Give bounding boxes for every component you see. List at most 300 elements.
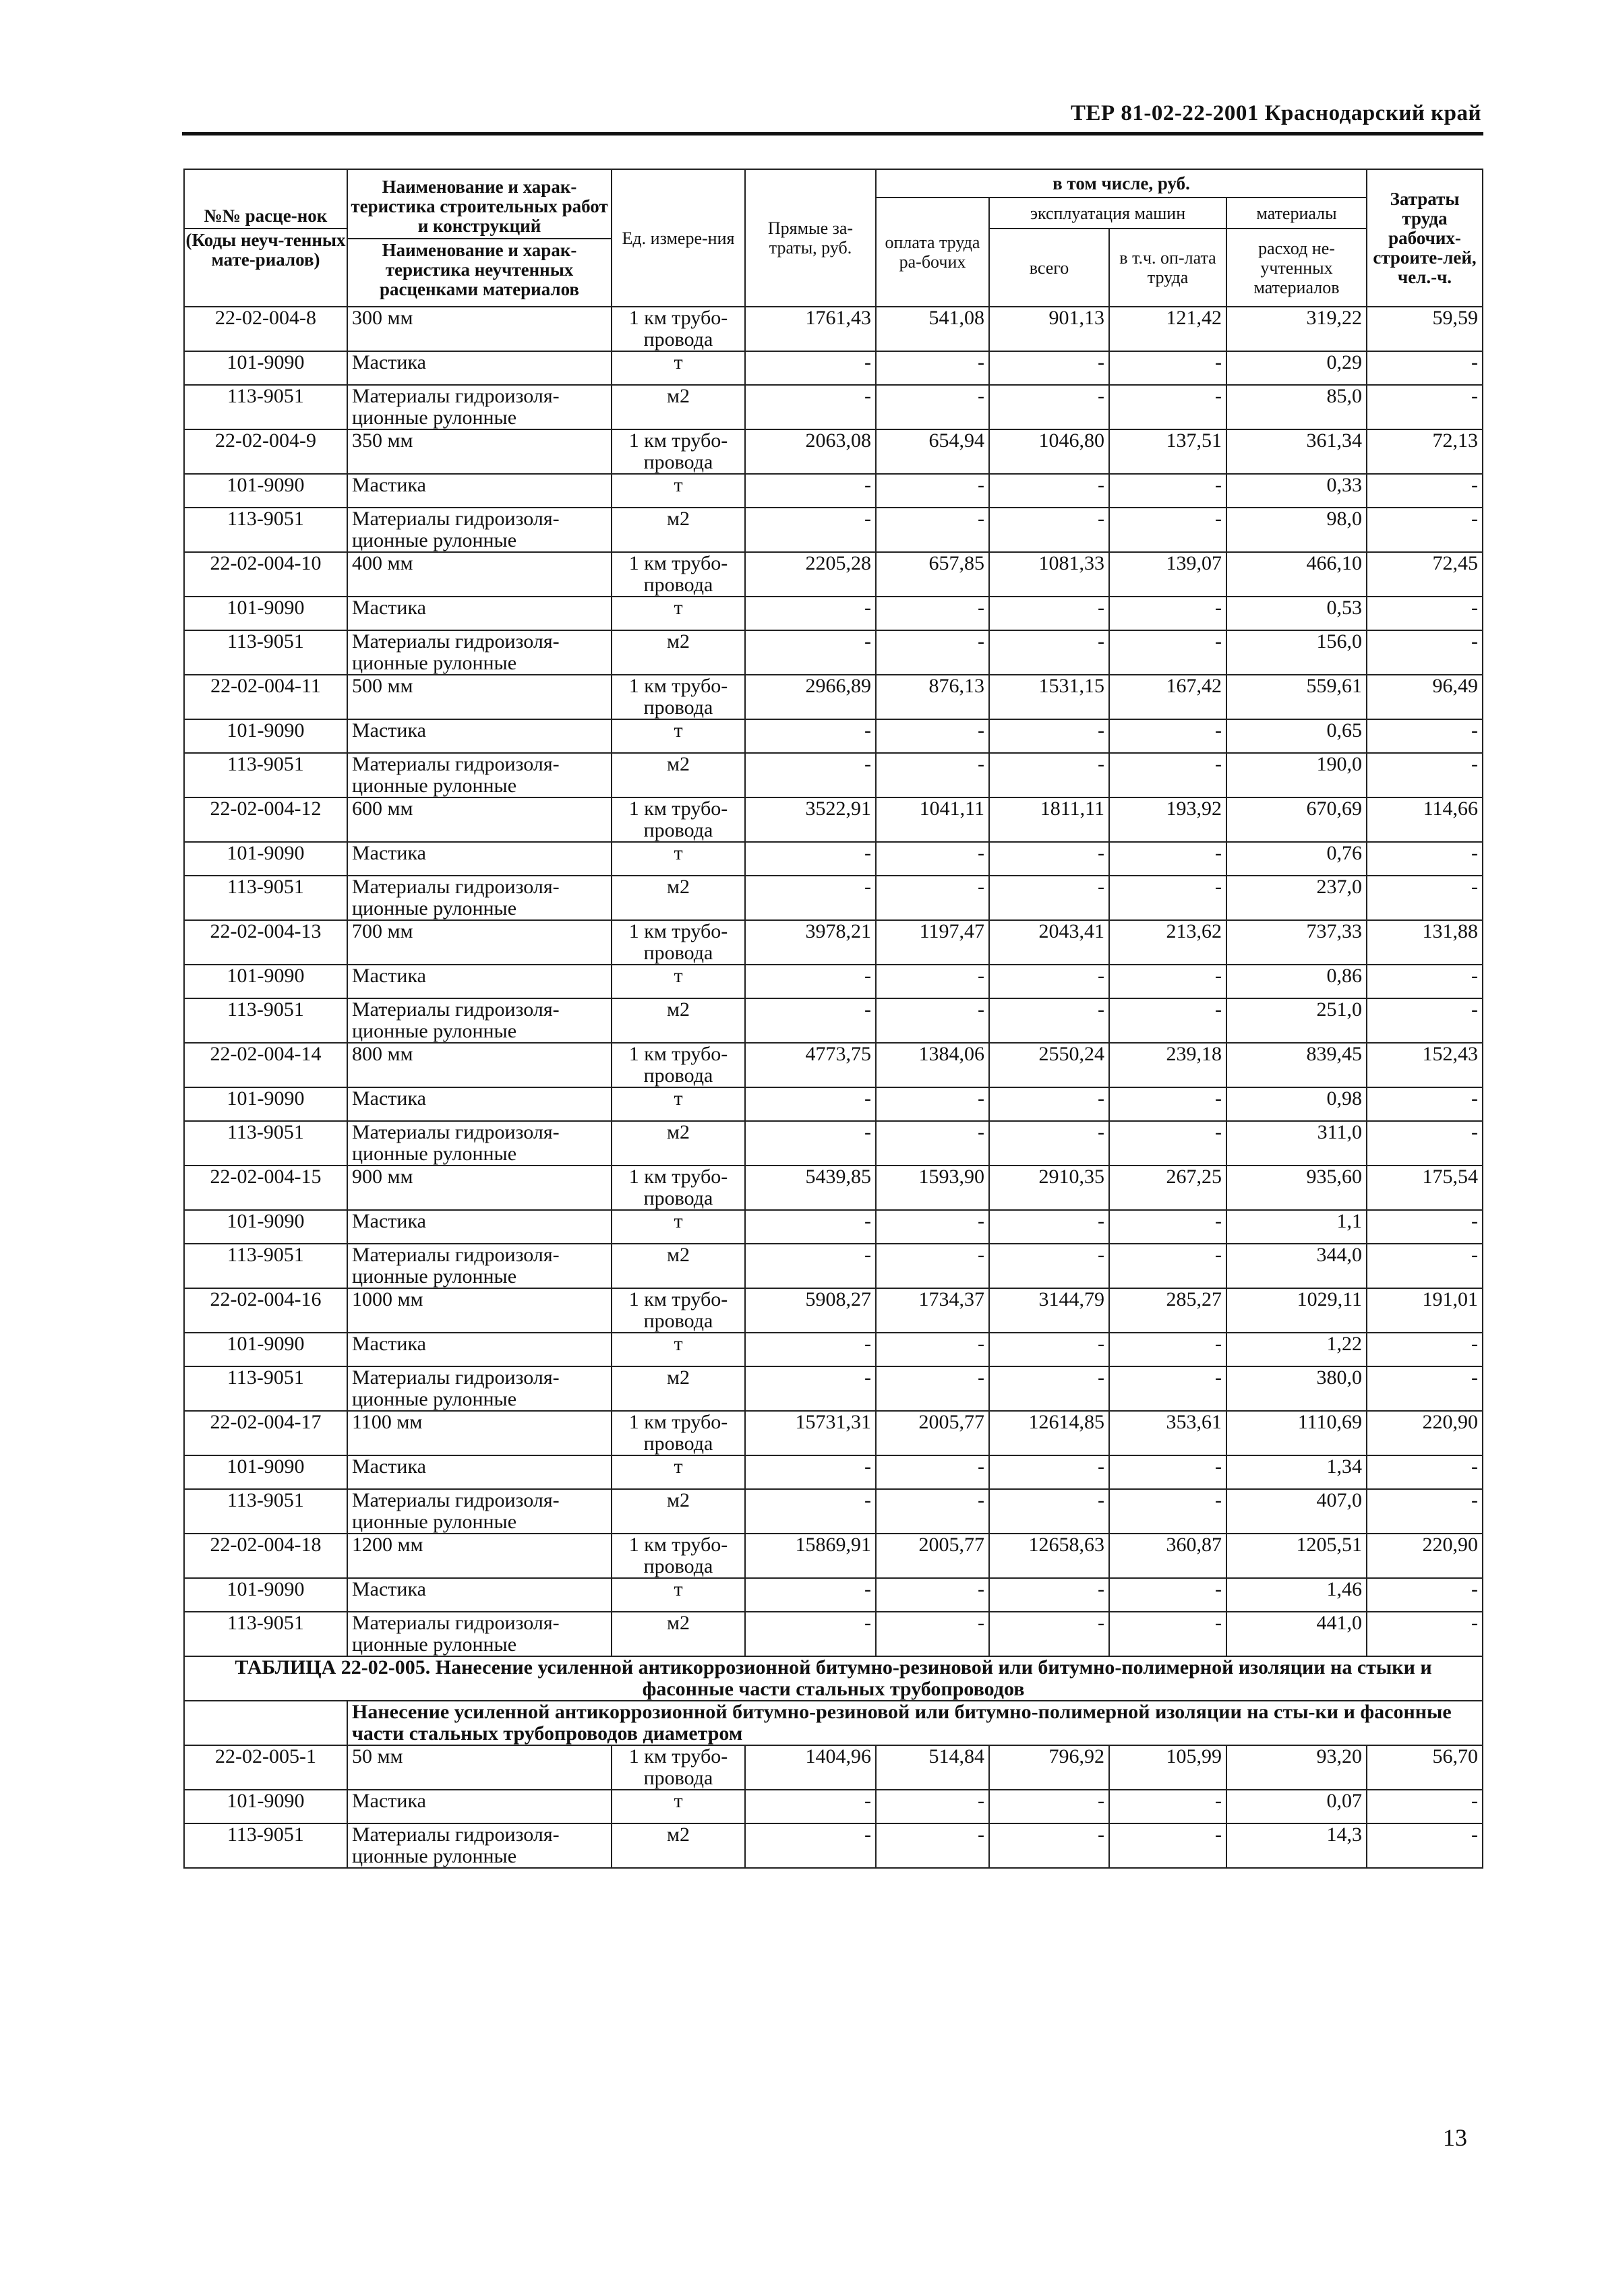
material-quantity: 1,34 (1226, 1455, 1367, 1489)
material-code: 101-9090 (184, 474, 347, 508)
direct-costs: 2063,08 (745, 429, 876, 474)
empty-value: - (989, 998, 1109, 1043)
empty-value: - (745, 719, 876, 753)
material-row (184, 1210, 1483, 1244)
empty-value: - (745, 1366, 876, 1411)
machines-labor-pay: 121,42 (1109, 307, 1226, 351)
empty-value: - (1109, 1366, 1226, 1411)
empty-value: - (989, 842, 1109, 876)
machines-total: 901,13 (989, 307, 1109, 351)
work-name: 700 мм (347, 920, 612, 965)
labor-pay: 654,94 (876, 429, 989, 474)
material-code: 101-9090 (184, 1210, 347, 1244)
table-row (184, 1411, 1483, 1455)
labor-costs: 56,70 (1367, 1745, 1483, 1790)
material-row (184, 876, 1483, 920)
material-code: 113-9051 (184, 508, 347, 552)
empty-value: - (1367, 998, 1483, 1043)
empty-value: - (1367, 719, 1483, 753)
work-name: 500 мм (347, 675, 612, 719)
direct-costs: 2205,28 (745, 552, 876, 597)
empty-value: - (1109, 630, 1226, 675)
empty-value: - (1109, 1121, 1226, 1166)
empty-value: - (876, 998, 989, 1043)
material-quantity: 0,98 (1226, 1087, 1367, 1121)
material-unit: т (612, 1087, 745, 1121)
empty-value: - (989, 1612, 1109, 1656)
empty-value: - (1109, 1244, 1226, 1288)
material-quantity: 0,33 (1226, 474, 1367, 508)
labor-pay: 2005,77 (876, 1534, 989, 1578)
empty-value: - (745, 1578, 876, 1612)
direct-costs: 4773,75 (745, 1043, 876, 1087)
empty-value: - (989, 1823, 1109, 1868)
header-machines-total: всего (989, 229, 1109, 307)
empty-value: - (1109, 1333, 1226, 1366)
material-name: Материалы гидроизоля-ционные рулонные (347, 1121, 612, 1166)
work-name: 350 мм (347, 429, 612, 474)
empty-value: - (1109, 351, 1226, 385)
empty-value: - (876, 385, 989, 429)
empty-value: - (745, 1210, 876, 1244)
table-row (184, 1166, 1483, 1210)
direct-costs: 1404,96 (745, 1745, 876, 1790)
material-unit: м2 (612, 1612, 745, 1656)
unit: 1 км трубо-провода (612, 675, 745, 719)
empty-value: - (876, 474, 989, 508)
materials: 839,45 (1226, 1043, 1367, 1087)
material-name: Материалы гидроизоля-ционные рулонные (347, 1366, 612, 1411)
empty-value: - (1367, 1612, 1483, 1656)
empty-value: - (745, 1823, 876, 1868)
table-row (184, 797, 1483, 842)
material-unit: т (612, 474, 745, 508)
empty-value: - (1367, 1121, 1483, 1166)
empty-value: - (1109, 965, 1226, 998)
material-quantity: 98,0 (1226, 508, 1367, 552)
empty-value: - (745, 998, 876, 1043)
machines-labor-pay: 285,27 (1109, 1288, 1226, 1333)
labor-pay: 1041,11 (876, 797, 989, 842)
labor-costs: 191,01 (1367, 1288, 1483, 1333)
material-code: 101-9090 (184, 965, 347, 998)
work-name: 800 мм (347, 1043, 612, 1087)
header-machines: эксплуатация машин (989, 198, 1226, 229)
empty-value: - (1109, 597, 1226, 630)
empty-value: - (989, 508, 1109, 552)
labor-pay: 1593,90 (876, 1166, 989, 1210)
empty-value: - (989, 719, 1109, 753)
material-unit: м2 (612, 1366, 745, 1411)
group-title: Нанесение усиленной антикоррозионной битумно-резиновой или битумно-полимерной изоляции на сты-ки и фасонные части стальных трубопроводов диаметром (347, 1701, 1483, 1745)
material-quantity: 1,1 (1226, 1210, 1367, 1244)
material-name: Материалы гидроизоля-ционные рулонные (347, 876, 612, 920)
unit: 1 км трубо-провода (612, 1166, 745, 1210)
labor-costs: 175,54 (1367, 1166, 1483, 1210)
work-name: 50 мм (347, 1745, 612, 1790)
material-code: 113-9051 (184, 753, 347, 797)
material-unit: т (612, 1578, 745, 1612)
header-name: Наименование и харак-теристика строительных работ и конструкций Наименование и харак-теристика неучтенных расценками материалов (347, 169, 612, 307)
empty-value: - (876, 1121, 989, 1166)
material-unit: т (612, 351, 745, 385)
material-code: 113-9051 (184, 1244, 347, 1288)
empty-value: - (876, 842, 989, 876)
material-row (184, 1489, 1483, 1534)
table-row (184, 429, 1483, 474)
material-row (184, 597, 1483, 630)
material-row (184, 998, 1483, 1043)
labor-pay: 1197,47 (876, 920, 989, 965)
labor-pay: 541,08 (876, 307, 989, 351)
unit: 1 км трубо-провода (612, 797, 745, 842)
material-code: 101-9090 (184, 597, 347, 630)
empty-value: - (1367, 965, 1483, 998)
empty-value: - (1109, 876, 1226, 920)
material-unit: м2 (612, 630, 745, 675)
empty-value: - (989, 1489, 1109, 1534)
materials: 361,34 (1226, 429, 1367, 474)
empty-value: - (989, 1244, 1109, 1288)
rate-code: 22-02-004-13 (184, 920, 347, 965)
material-row (184, 842, 1483, 876)
material-name: Мастика (347, 1578, 612, 1612)
empty-value: - (1367, 1823, 1483, 1868)
material-row (184, 1823, 1483, 1868)
rate-code: 22-02-004-16 (184, 1288, 347, 1333)
empty-value: - (1367, 1210, 1483, 1244)
material-code: 101-9090 (184, 1790, 347, 1823)
rate-code: 22-02-004-18 (184, 1534, 347, 1578)
direct-costs: 2966,89 (745, 675, 876, 719)
empty-value: - (876, 719, 989, 753)
empty-value: - (989, 474, 1109, 508)
labor-costs: 220,90 (1367, 1411, 1483, 1455)
material-row (184, 1612, 1483, 1656)
unit: 1 км трубо-провода (612, 1043, 745, 1087)
material-quantity: 0,86 (1226, 965, 1367, 998)
material-name: Мастика (347, 842, 612, 876)
table-row (184, 1745, 1483, 1790)
empty-value: - (1109, 508, 1226, 552)
material-name: Мастика (347, 1333, 612, 1366)
rate-code: 22-02-004-12 (184, 797, 347, 842)
machines-total: 12614,85 (989, 1411, 1109, 1455)
labor-pay: 2005,77 (876, 1411, 989, 1455)
header-unit: Ед. измере-ния (612, 169, 745, 307)
header-labor-costs: Затраты труда рабочих-строите-лей, чел.-ч. (1367, 169, 1483, 307)
unit: 1 км трубо-провода (612, 307, 745, 351)
empty-value: - (1367, 1455, 1483, 1489)
empty-value: - (1109, 842, 1226, 876)
table-row (184, 1043, 1483, 1087)
material-unit: м2 (612, 753, 745, 797)
empty-value: - (1109, 998, 1226, 1043)
empty-value: - (1367, 753, 1483, 797)
material-name: Мастика (347, 1455, 612, 1489)
empty-value: - (876, 1366, 989, 1411)
direct-costs: 1761,43 (745, 307, 876, 351)
labor-pay: 1734,37 (876, 1288, 989, 1333)
material-code: 113-9051 (184, 876, 347, 920)
direct-costs: 5439,85 (745, 1166, 876, 1210)
empty-value: - (989, 630, 1109, 675)
empty-value: - (745, 630, 876, 675)
empty-value: - (745, 876, 876, 920)
material-quantity: 441,0 (1226, 1612, 1367, 1656)
empty-value: - (745, 474, 876, 508)
rate-code: 22-02-004-17 (184, 1411, 347, 1455)
empty-value: - (989, 753, 1109, 797)
material-quantity: 0,07 (1226, 1790, 1367, 1823)
empty-value: - (876, 597, 989, 630)
rate-code: 22-02-004-14 (184, 1043, 347, 1087)
material-row (184, 385, 1483, 429)
empty-value: - (989, 1578, 1109, 1612)
empty-value: - (989, 1087, 1109, 1121)
unit: 1 км трубо-провода (612, 1411, 745, 1455)
material-code: 113-9051 (184, 998, 347, 1043)
empty-value: - (1367, 842, 1483, 876)
machines-total: 2550,24 (989, 1043, 1109, 1087)
empty-value: - (1367, 1087, 1483, 1121)
material-quantity: 311,0 (1226, 1121, 1367, 1166)
empty-value: - (1367, 385, 1483, 429)
machines-total: 1531,15 (989, 675, 1109, 719)
material-row (184, 1578, 1483, 1612)
machines-total: 1081,33 (989, 552, 1109, 597)
empty-value: - (989, 1121, 1109, 1166)
material-name: Материалы гидроизоля-ционные рулонные (347, 1244, 612, 1288)
material-row (184, 351, 1483, 385)
document-title: ТЕР 81-02-22-2001 Краснодарский край (1070, 101, 1481, 125)
empty-value: - (876, 1244, 989, 1288)
empty-value: - (989, 385, 1109, 429)
material-name: Материалы гидроизоля-ционные рулонные (347, 1489, 612, 1534)
material-quantity: 380,0 (1226, 1366, 1367, 1411)
empty-value: - (989, 351, 1109, 385)
labor-costs: 152,43 (1367, 1043, 1483, 1087)
work-name: 300 мм (347, 307, 612, 351)
empty-value: - (989, 1790, 1109, 1823)
table-row (184, 1534, 1483, 1578)
empty-value: - (876, 1578, 989, 1612)
table-row (184, 675, 1483, 719)
empty-value: - (1367, 1578, 1483, 1612)
material-unit: т (612, 1210, 745, 1244)
empty-value: - (876, 1210, 989, 1244)
materials: 466,10 (1226, 552, 1367, 597)
unit: 1 км трубо-провода (612, 1534, 745, 1578)
direct-costs: 3522,91 (745, 797, 876, 842)
empty-value: - (745, 1333, 876, 1366)
header-including: в том числе, руб. (876, 169, 1367, 198)
header-materials: материалы (1226, 198, 1367, 229)
material-name: Материалы гидроизоля-ционные рулонные (347, 385, 612, 429)
empty-value: - (745, 842, 876, 876)
empty-value: - (1367, 1489, 1483, 1534)
empty-value: - (1109, 474, 1226, 508)
work-name: 1000 мм (347, 1288, 612, 1333)
material-name: Мастика (347, 351, 612, 385)
material-quantity: 344,0 (1226, 1244, 1367, 1288)
machines-labor-pay: 267,25 (1109, 1166, 1226, 1210)
table-row (184, 552, 1483, 597)
work-name: 1200 мм (347, 1534, 612, 1578)
material-code: 113-9051 (184, 1489, 347, 1534)
empty-value: - (1367, 508, 1483, 552)
empty-value: - (745, 753, 876, 797)
material-unit: м2 (612, 1244, 745, 1288)
material-quantity: 407,0 (1226, 1489, 1367, 1534)
material-row (184, 1244, 1483, 1288)
material-name: Материалы гидроизоля-ционные рулонные (347, 630, 612, 675)
material-unit: т (612, 1333, 745, 1366)
material-quantity: 0,53 (1226, 597, 1367, 630)
material-quantity: 14,3 (1226, 1823, 1367, 1868)
material-unit: т (612, 719, 745, 753)
empty-value: - (1109, 1455, 1226, 1489)
material-row (184, 753, 1483, 797)
material-code: 101-9090 (184, 1455, 347, 1489)
labor-costs: 59,59 (1367, 307, 1483, 351)
material-code: 113-9051 (184, 1366, 347, 1411)
labor-costs: 96,49 (1367, 675, 1483, 719)
work-name: 900 мм (347, 1166, 612, 1210)
material-unit: м2 (612, 385, 745, 429)
unit: 1 км трубо-провода (612, 920, 745, 965)
empty-value: - (989, 597, 1109, 630)
material-row (184, 630, 1483, 675)
material-name: Материалы гидроизоля-ционные рулонные (347, 508, 612, 552)
work-name: 400 мм (347, 552, 612, 597)
material-unit: т (612, 597, 745, 630)
materials: 1110,69 (1226, 1411, 1367, 1455)
unit: 1 км трубо-провода (612, 429, 745, 474)
header-code: №№ расце-нок (Коды неуч-тенных мате-риалов) (184, 169, 347, 307)
material-unit: т (612, 842, 745, 876)
machines-total: 1046,80 (989, 429, 1109, 474)
materials: 737,33 (1226, 920, 1367, 965)
material-unit: м2 (612, 1489, 745, 1534)
labor-costs: 114,66 (1367, 797, 1483, 842)
empty-value: - (876, 630, 989, 675)
empty-value: - (1367, 474, 1483, 508)
labor-pay: 657,85 (876, 552, 989, 597)
empty-value: - (1367, 597, 1483, 630)
header-rule (182, 132, 1483, 135)
empty-value: - (1109, 719, 1226, 753)
empty-value: - (1109, 1210, 1226, 1244)
material-code: 101-9090 (184, 1087, 347, 1121)
empty-value: - (989, 1366, 1109, 1411)
material-row (184, 1366, 1483, 1411)
labor-costs: 220,90 (1367, 1534, 1483, 1578)
machines-total: 796,92 (989, 1745, 1109, 1790)
empty-value: - (876, 753, 989, 797)
empty-value: - (1109, 385, 1226, 429)
labor-costs: 72,45 (1367, 552, 1483, 597)
empty-value: - (745, 1244, 876, 1288)
empty-value: - (989, 876, 1109, 920)
empty-value: - (745, 1489, 876, 1534)
materials: 319,22 (1226, 307, 1367, 351)
machines-labor-pay: 137,51 (1109, 429, 1226, 474)
material-quantity: 237,0 (1226, 876, 1367, 920)
machines-total: 2910,35 (989, 1166, 1109, 1210)
rate-code: 22-02-004-10 (184, 552, 347, 597)
material-name: Мастика (347, 1790, 612, 1823)
empty-value: - (876, 1333, 989, 1366)
empty-value: - (745, 1612, 876, 1656)
material-unit: м2 (612, 876, 745, 920)
material-code: 113-9051 (184, 630, 347, 675)
machines-total: 12658,63 (989, 1534, 1109, 1578)
empty-value: - (989, 1210, 1109, 1244)
rate-code: 22-02-005-1 (184, 1745, 347, 1790)
header-machines-pay: в т.ч. оп-лата труда (1109, 229, 1226, 307)
empty-value: - (876, 508, 989, 552)
material-row (184, 1121, 1483, 1166)
material-unit: т (612, 1790, 745, 1823)
table-row (184, 1288, 1483, 1333)
machines-labor-pay: 139,07 (1109, 552, 1226, 597)
empty-value: - (876, 1823, 989, 1868)
materials: 1029,11 (1226, 1288, 1367, 1333)
rates-table (183, 169, 1483, 1869)
machines-total: 2043,41 (989, 920, 1109, 965)
material-quantity: 251,0 (1226, 998, 1367, 1043)
material-unit: м2 (612, 1121, 745, 1166)
material-name: Материалы гидроизоля-ционные рулонные (347, 998, 612, 1043)
labor-costs: 131,88 (1367, 920, 1483, 965)
empty-value: - (745, 1790, 876, 1823)
machines-labor-pay: 213,62 (1109, 920, 1226, 965)
material-unit: т (612, 1455, 745, 1489)
header-labor-pay: оплата труда ра-бочих (876, 198, 989, 307)
labor-pay: 514,84 (876, 1745, 989, 1790)
material-quantity: 0,76 (1226, 842, 1367, 876)
material-code: 113-9051 (184, 1612, 347, 1656)
materials: 670,69 (1226, 797, 1367, 842)
direct-costs: 5908,27 (745, 1288, 876, 1333)
empty-value: - (876, 1455, 989, 1489)
table-title: ТАБЛИЦА 22-02-005. Нанесение усиленной антикоррозионной битумно-резиновой или битумно-полимерной изоляции на стыки и фасонные части стальных трубопроводов (184, 1656, 1483, 1701)
material-name: Мастика (347, 719, 612, 753)
material-quantity: 1,22 (1226, 1333, 1367, 1366)
material-unit: т (612, 965, 745, 998)
machines-labor-pay: 193,92 (1109, 797, 1226, 842)
table-row (184, 920, 1483, 965)
material-row (184, 1087, 1483, 1121)
empty-value: - (1367, 351, 1483, 385)
empty-value: - (745, 351, 876, 385)
empty-value: - (1109, 753, 1226, 797)
unit: 1 км трубо-провода (612, 1745, 745, 1790)
material-quantity: 156,0 (1226, 630, 1367, 675)
material-row (184, 508, 1483, 552)
material-quantity: 0,29 (1226, 351, 1367, 385)
material-code: 101-9090 (184, 1333, 347, 1366)
material-quantity: 85,0 (1226, 385, 1367, 429)
material-code: 101-9090 (184, 1578, 347, 1612)
page-number: 13 (1443, 2124, 1467, 2151)
material-name: Материалы гидроизоля-ционные рулонные (347, 1823, 612, 1868)
labor-pay: 1384,06 (876, 1043, 989, 1087)
empty-value: - (1367, 1790, 1483, 1823)
empty-value: - (989, 1455, 1109, 1489)
material-unit: м2 (612, 508, 745, 552)
